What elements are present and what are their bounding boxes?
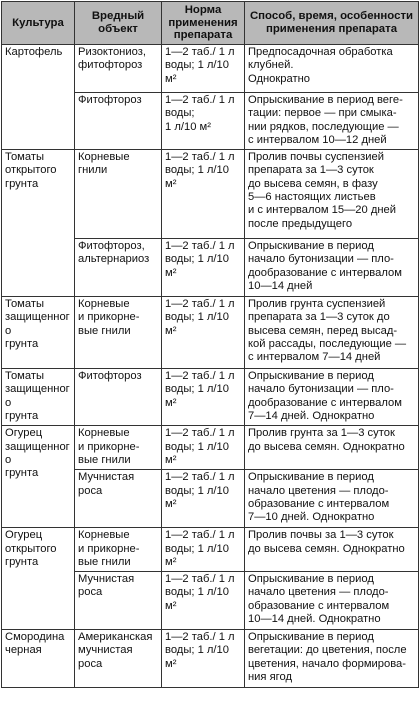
pest-cell xyxy=(75,150,162,239)
pest-cell-text: Американская мучнистая роса xyxy=(78,631,153,670)
rate-cell-text: 1—2 таб./ 1 л воды; 1 л/10 м² xyxy=(165,151,235,190)
rate-cell xyxy=(162,426,245,470)
crop-cell-text: Огурец защищенного грунта xyxy=(5,427,70,480)
pest-cell xyxy=(75,572,162,630)
method-cell-text: Опрыскивание в период вегетации: до цветения, после цветения, начало формирова- ния ягод xyxy=(248,631,407,684)
table-row xyxy=(2,150,419,239)
method-cell-text: Пролив почвы суспензией препарата за 1—3 суток до высева семян, в фазу 5—6 настоящих листьев и с интервалом 15—20 дней после предыдущего xyxy=(248,151,397,230)
method-cell-text: Предпосадочная обработка клубней. Однократно xyxy=(248,46,393,85)
method-cell xyxy=(245,45,419,93)
crop-cell-text: Томаты защищенного грунта xyxy=(5,298,70,351)
crop-cell xyxy=(2,150,75,297)
pest-cell xyxy=(75,528,162,572)
pest-cell-text: Корневые гнили xyxy=(78,151,130,177)
method-cell-text: Опрыскивание в период веге- тации: первое — при смыка- нии рядков, последующие — с интервалом 10—12 дней xyxy=(248,94,403,146)
method-cell xyxy=(245,297,419,369)
method-cell-text: Опрыскивание в период начало бутонизации — пло- дообразование с интервалом 10—14 дней xyxy=(248,240,402,293)
rate-cell-text: 1—2 таб./ 1 л воды; 1 л/10 м² xyxy=(165,46,235,85)
rate-cell xyxy=(162,93,245,150)
method-cell xyxy=(245,369,419,426)
rate-cell-text: 1—2 таб./ 1 л воды; 1 л/10 м² xyxy=(165,471,235,510)
pest-cell xyxy=(75,239,162,297)
pest-cell-text: Фитофтороз xyxy=(78,94,142,106)
crop-cell-text: Смородина черная xyxy=(5,631,65,657)
method-cell xyxy=(245,426,419,470)
method-cell-text: Пролив почвы за 1—3 суток до высева семян. Однократно xyxy=(248,529,405,555)
pest-cell xyxy=(75,470,162,528)
rate-cell xyxy=(162,297,245,369)
rate-cell-text: 1—2 таб./ 1 л воды; 1 л/10 м² xyxy=(165,298,235,337)
crop-cell xyxy=(2,45,75,150)
pest-cell-text: Мучнистая роса xyxy=(78,471,135,497)
rate-cell xyxy=(162,239,245,297)
crop-cell-text: Томаты защищенного грунта xyxy=(5,370,70,423)
rate-cell-text: 1—2 таб./ 1 л воды; 1 л/10 м² xyxy=(165,427,235,466)
table-row xyxy=(2,369,419,426)
table-row xyxy=(2,426,419,470)
pest-cell-text: Мучнистая роса xyxy=(78,573,135,599)
pest-cell xyxy=(75,630,162,688)
pest-cell-text: Корневые и прикорне- вые гнили xyxy=(78,427,140,466)
crop-cell-text: Огурец открытого грунта xyxy=(5,529,57,568)
method-cell xyxy=(245,572,419,630)
rate-cell xyxy=(162,45,245,93)
rate-cell-text: 1—2 таб./ 1 л воды; 1 л/10 м² xyxy=(165,573,235,612)
application-table xyxy=(1,1,419,688)
header-pest: Вредный объект xyxy=(75,2,162,45)
crop-cell-text: Картофель xyxy=(5,46,63,58)
document-page xyxy=(0,1,419,712)
crop-cell xyxy=(2,369,75,426)
pest-cell-text: Фитофтороз, альтернариоз xyxy=(78,240,150,266)
method-cell xyxy=(245,150,419,239)
method-cell xyxy=(245,630,419,688)
table-row xyxy=(2,528,419,572)
pest-cell-text: Ризоктониоз, фитофтороз xyxy=(78,46,146,72)
method-cell-text: Опрыскивание в период начало цветения — плодо- образование с интервалом 7—10 дней. Однократно xyxy=(248,471,390,524)
method-cell-text: Опрыскивание в период начало бутонизации — пло- дообразование с интервалом 7—14 дней. Однократно xyxy=(248,370,402,423)
method-cell-text: Опрыскивание в период начало цветения — плодо- образование с интервалом 10—14 дней. Однократно xyxy=(248,573,390,626)
pest-cell xyxy=(75,297,162,369)
rate-cell-text: 1—2 таб./ 1 л воды; 1 л/10 м² xyxy=(165,631,235,670)
pest-cell-text: Корневые и прикорне- вые гнили xyxy=(78,529,140,568)
method-cell-text: Пролив грунта за 1—3 суток до высева семян. Однократно xyxy=(248,427,405,453)
table-header-row xyxy=(2,2,419,45)
crop-cell xyxy=(2,528,75,630)
header-crop: Культура xyxy=(2,2,75,45)
rate-cell-text: 1—2 таб./ 1 л воды; 1 л/10 м² xyxy=(165,370,235,409)
table-row xyxy=(2,297,419,369)
method-cell xyxy=(245,470,419,528)
pest-cell xyxy=(75,45,162,93)
rate-cell xyxy=(162,630,245,688)
table-row xyxy=(2,45,419,93)
rate-cell xyxy=(162,572,245,630)
rate-cell-text: 1—2 таб./ 1 л воды; 1 л/10 м² xyxy=(165,529,235,568)
table-row xyxy=(2,630,419,688)
rate-cell xyxy=(162,470,245,528)
crop-cell xyxy=(2,297,75,369)
crop-cell xyxy=(2,426,75,528)
crop-cell xyxy=(2,630,75,688)
header-rate: Норма применения препарата xyxy=(162,2,245,45)
method-cell xyxy=(245,93,419,150)
pest-cell-text: Корневые и прикорне- вые гнили xyxy=(78,298,140,337)
pest-cell-text: Фитофтороз xyxy=(78,370,142,383)
method-cell xyxy=(245,239,419,297)
rate-cell-text: 1—2 таб./ 1 л воды; 1 л/10 м² xyxy=(165,240,235,279)
crop-cell-text: Томаты открытого грунта xyxy=(5,151,57,190)
header-method: Способ, время, особенности применения препарата xyxy=(245,2,419,45)
pest-cell xyxy=(75,369,162,426)
rate-cell xyxy=(162,150,245,239)
rate-cell xyxy=(162,528,245,572)
method-cell xyxy=(245,528,419,572)
rate-cell xyxy=(162,369,245,426)
pest-cell xyxy=(75,93,162,150)
method-cell-text: Пролив грунта суспензией препарата за 1—3 суток до высева семян, перед высад- кой рассады, последующие — с интервалом 7—14 дней xyxy=(248,298,407,364)
pest-cell xyxy=(75,426,162,470)
rate-cell-text: 1—2 таб./ 1 л воды; 1 л/10 м² xyxy=(165,94,235,133)
